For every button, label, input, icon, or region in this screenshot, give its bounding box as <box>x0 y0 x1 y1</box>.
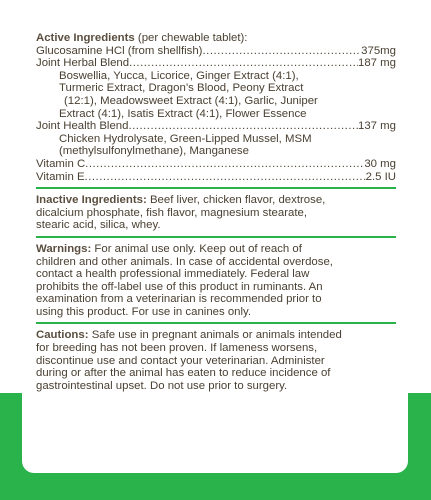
body-line: Safe use in pregnant animals or animals intended <box>88 329 342 342</box>
ingredient-label: Joint Health Blend <box>36 120 129 133</box>
ingredient-row <box>36 158 396 171</box>
ingredient-amount: 187 mg <box>358 57 396 70</box>
health-blend-list <box>36 133 396 158</box>
heading-note: (per chewable tablet): <box>134 32 248 44</box>
ingredient-amount: 137 mg <box>358 120 396 133</box>
body-line: dicalcium phosphate, fish flavor, magnesium stearate, <box>36 206 307 219</box>
ingredient-row <box>36 45 396 58</box>
dot-leader <box>202 45 361 58</box>
label-panel <box>22 18 408 473</box>
herbal-line: Extract (4:1), Isatis Extract (4:1), Flower Essence <box>59 107 307 120</box>
dot-leader <box>85 171 366 184</box>
ingredient-label: Joint Herbal Blend <box>36 57 130 70</box>
warnings-section <box>36 243 396 319</box>
body-line: discontinue use and contact your veterinarian. Administer <box>36 354 325 367</box>
cautions-section <box>36 329 396 392</box>
health-line: Chicken Hydrolysate, Green-Lipped Mussel, MSM <box>59 132 312 145</box>
section-heading: Inactive Ingredients: <box>36 194 147 207</box>
inactive-ingredients <box>36 194 396 232</box>
dot-leader <box>85 158 364 171</box>
section-divider <box>36 236 396 238</box>
dot-leader <box>129 57 358 70</box>
body-line: gastrointestinal upset. Do not use prior to surgery. <box>36 379 288 392</box>
section-heading: Warnings: <box>36 242 92 255</box>
ingredient-label: Vitamin C <box>36 157 86 170</box>
health-line: (methylsulfonylmethane), Manganese <box>59 145 249 158</box>
ingredient-row <box>36 120 396 133</box>
ingredient-amount: 2.5 IU <box>365 170 396 183</box>
herbal-line: Boswellia, Yucca, Licorice, Ginger Extract (4:1), <box>59 69 299 82</box>
herbal-line: Turmeric Extract, Dragon’s Blood, Peony Extract <box>59 82 304 95</box>
body-line: prohibits the off-label use of this product in ruminants. An <box>36 280 323 293</box>
herbal-line: (12:1), Meadowsweet Extract (4:1), Garlic, Juniper <box>64 94 318 107</box>
body-line: children and other animals. In case of accidental overdose, <box>36 255 333 268</box>
ingredient-amount: 375mg <box>361 44 396 57</box>
active-ingredients-heading <box>36 32 396 45</box>
ingredient-row <box>36 171 396 184</box>
section-divider <box>36 187 396 189</box>
body-line: Beef liver, chicken flavor, dextrose, <box>146 194 326 207</box>
ingredient-amount: 30 mg <box>364 157 396 170</box>
ingredient-row <box>36 57 396 70</box>
ingredient-label: Glucosamine HCl (from shellfish) <box>36 44 203 57</box>
section-heading: Cautions: <box>36 329 89 342</box>
body-line: stearic acid, silica, whey. <box>36 219 161 232</box>
herbal-blend-list <box>36 70 396 120</box>
body-line: For animal use only. Keep out of reach of <box>91 242 302 255</box>
body-line: for breeding has not been proven. If lameness worsens, <box>36 342 318 355</box>
body-line: contact a health professional immediately. Federal law <box>36 268 310 281</box>
body-line: during or after the animal has eaten to reduce incidence of <box>36 367 331 380</box>
section-heading: Active Ingredients <box>36 32 135 44</box>
body-line: using this product. For use in canines only. <box>36 305 252 318</box>
ingredient-label: Vitamin E <box>36 170 85 183</box>
body-line: examination from a veterinarian is recommended prior to <box>36 293 322 306</box>
dot-leader <box>128 120 358 133</box>
section-divider <box>36 322 396 324</box>
